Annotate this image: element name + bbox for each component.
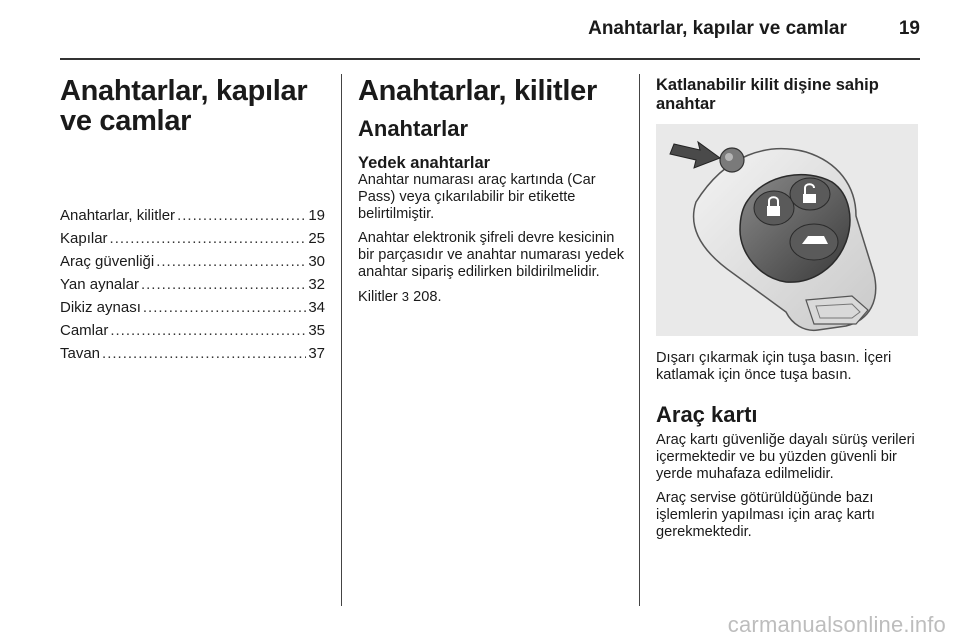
toc-entry[interactable] [60,227,325,250]
toc-leader-dots [143,296,306,319]
locks-ref-label: Kilitler [358,289,398,305]
toc-entry-title: Tavan [60,345,101,362]
press-arrow-icon [670,142,720,168]
toc-entry-page: 30 [308,253,325,270]
foldable-key-icon [656,124,918,336]
right-column [656,76,920,548]
spare-keys-para-1: Anahtar numarası araç kartında (Car Pass) veya çıkarılabilir bir etikette belirtilmiştir. [358,172,596,222]
toc-entry[interactable] [60,250,325,273]
chapter-title: Anahtarlar, kapılar ve camlar [60,75,308,137]
toc-entry[interactable] [60,319,325,342]
toc-entry-page: 19 [308,207,325,224]
toc-entry[interactable] [60,342,325,365]
toc-entry-page: 34 [308,299,325,316]
toc-leader-dots [177,204,306,227]
toc-entry-page: 37 [308,345,325,362]
spare-keys-para-2: Anahtar elektronik şifreli devre kesicinin bir parçasıdır ve anahtar numarası yedek anahtar sipariş edilirken bildirilmelidir. [358,230,625,280]
locks-ref-page: 208. [413,289,442,305]
toc-entry-title: Anahtarlar, kilitler [60,207,176,224]
toc-list [60,204,325,365]
foldable-key-heading: Katlanabilir kilit dişine sahip anahtar [656,76,879,113]
locks-reference[interactable] [358,288,626,306]
lock-icon [767,206,780,216]
toc-entry-page: 35 [308,322,325,339]
toc-leader-dots [141,273,306,296]
watermark: carmanualsonline.info [727,612,946,637]
toc-entry[interactable] [60,296,325,319]
page-number: 19 [898,18,920,39]
toc-leader-dots [110,319,306,342]
toc-leader-dots [102,342,306,365]
page-header [588,18,920,40]
header-rule [60,58,920,60]
toc-entry-page: 32 [308,276,325,293]
unlock-icon [803,194,816,203]
section-title: Anahtarlar, kilitler [358,75,597,107]
toc-column [60,76,325,365]
keys-column [358,76,626,313]
foldable-key-caption: Dışarı çıkarmak için tuşa basın. İçeri katlamak için önce tuşa basın. [656,350,892,383]
foldable-key-illustration [656,124,918,336]
toc-entry-title: Camlar [60,322,109,339]
toc-entry-title: Araç güvenliği [60,253,155,270]
toc-entry[interactable] [60,273,325,296]
toc-entry-title: Yan aynalar [60,276,139,293]
vehicle-card-para-2: Araç servise götürüldüğünde bazı işlemlerin yapılması için araç kartı gerekmektedir. [656,490,875,540]
toc-entry-title: Dikiz aynası [60,299,141,316]
toc-leader-dots [110,227,307,250]
running-title: Anahtarlar, kapılar ve camlar [588,18,847,39]
release-button [720,148,744,172]
spare-keys-heading: Yedek anahtarlar [358,154,491,172]
section-subtitle: Anahtarlar [358,116,469,141]
column-divider-2 [639,74,640,606]
vehicle-card-para-1: Araç kartı güvenliğe dayalı sürüş verileri içermektedir ve bu yüzden güvenli bir yerde muhafaza edilmelidir. [656,432,915,482]
toc-leader-dots [156,250,306,273]
toc-entry-page: 25 [308,230,325,247]
page-ref-arrow-icon: 3 [401,289,410,304]
toc-entry[interactable] [60,204,325,227]
vehicle-card-heading: Araç kartı [656,402,758,427]
toc-entry-title: Kapılar [60,230,108,247]
column-divider-1 [341,74,342,606]
